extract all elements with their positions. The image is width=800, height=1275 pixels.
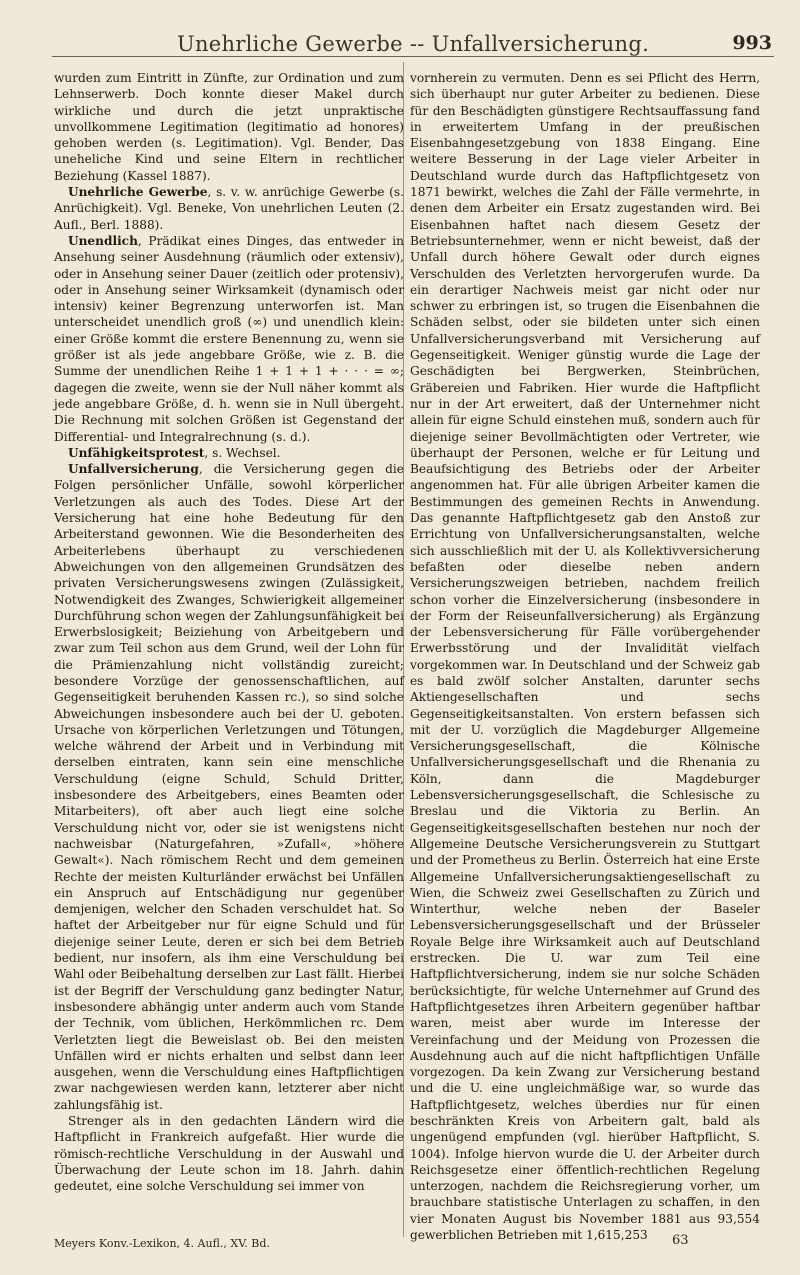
entry-text: , s. Wechsel. bbox=[204, 445, 281, 460]
paragraph: Strenger als in den gedachten Ländern wird die Haftpflicht in Frankreich aufgefaßt. Hier wurde die römisch-rechtliche Verschuldung in der Auswahl und Überwachung der Leute schon im 18. Jahrh. dahin gedeutet, eine solche Verschuldung sei immer von bbox=[54, 1114, 404, 1194]
running-header bbox=[52, 32, 774, 57]
page-number: 993 bbox=[732, 32, 772, 54]
continuation-paragraph: wurden zum Eintritt in Zünfte, zur Ordination und zum Lehnserwerb. Doch konnte dieser Makel durch wirkliche und durch die jetzt unpraktische unvollkommene Legitimation (legitimatio ad honores) gehoben werden (s. Legitimation). Vgl. Bender, Das uneheliche Kind und seine Eltern in rechtlicher Beziehung (Kassel 1887). bbox=[54, 71, 404, 183]
entry-text: , Prädikat eines Dinges, das entweder in Ansehung seiner Ausdehnung (räumlich oder extensiv), oder in Ansehung seiner Dauer (zeitlich oder protensiv), oder in Ansehung seiner Wirksamkeit (dynamisch oder intensiv) keiner Begrenzung unterworfen ist. Man unterscheidet unendlich groß (∞) und unendlich klein: einer Größe kommt die erstere Benennung zu, wenn sie größer ist als jede angebbare Größe, wie z. B. die Summe der unendlichen Reihe 1 + 1 + 1 + · · · = ∞; dagegen die zweite, wenn sie der Null näher kommt als jede angebbare Größe, d. h. wenn sie in Null übergeht. Die Rechnung mit solchen Größen ist Gegenstand der Differential- und Integralrechnung (s. d.). bbox=[54, 233, 404, 444]
entry-text: , die Versicherung gegen die Folgen persönlicher Unfälle, sowohl körperlicher Verletzungen als auch des Todes. Diese Art der Versicherung hat eine hohe Bedeutung für den Arbeiterstand gewonnen. Wie die Besonderheiten des Arbeiterlebens überhaupt zu verschiedenen Abweichungen von den allgemeinen Grundsätzen des privaten Versicherungswesens zwingen (Zulässigkeit, Notwendigkeit des Zwanges, Schwierigkeit allgemeiner Durchführung schon wegen der Zahlungsunfähigkeit bei Erwerbslosigkeit; Beiziehung von Arbeitgebern und zwar zum Teil schon aus dem Grund, weil der Lohn für die Prämienzahlung nicht vollständig zureicht; besondere Vorzüge der genossenschaftlichen, auf Gegenseitigkeit beruhenden Kassen rc.), so sind solche Abweichungen insbesondere auch bei der U. geboten. Ursache von körperlichen Verletzungen und Tötungen, welche während der Arbeit und in Verbindung mit derselben eintraten, kann sein eine menschliche Verschuldung (eigne Schuld, Schuld Dritter, insbesondere des Arbeitgebers, eines Beamten oder Mitarbeiters), oft aber auch liegt eine solche Verschuldung nicht vor, oder sie ist wenigstens nicht nachweisbar (Naturgefahren, »Zufall«, »höhere Gewalt«). Nach römischem Recht und dem gemeinen Rechte der meisten Kulturländer erwächst bei Unfällen ein Anspruch auf Entschädigung nur gegenüber demjenigen, welcher den Schaden verschuldet hat. So haftet der Arbeitgeber nur für eigne Schuld und für diejenige seiner Leute, deren er sich bei dem Betrieb bedient, nur insofern, als ihm eine Verschuldung bei Wahl oder Beibehaltung derselben zur Last fällt. Hierbei ist der Begriff der Verschuldung ganz bedingter Natur, insbesondere abhängig unter anderm auch vom Stande der Technik, vom üblichen, Herkömmlichen rc. Dem Verletzten liegt die Beweislast ob. Bei den meisten Unfällen wird er nichts erhalten und selbst dann leer ausgehen, wenn die Verschuldung eines Haftpflichtigen zwar nachgewiesen werden kann, letzterer aber nicht zahlungsfähig ist. bbox=[54, 462, 404, 1112]
continued-paragraph: vornherein zu vermuten. Denn es sei Pflicht des Herrn, sich überhaupt nur guter Arbeiter zu bedienen. Diese für den Beschädigten günstigere Rechtsauffassung fand in erweitertem Umfang in der preußischen Eisenbahngesetzgebung von 1838 Eingang. Eine weitere Besserung in der Lage vieler Arbeiter in Deutschland wurde durch das Haftpflichtgesetz von 1871 bewirkt, welches die Zahl der Fälle vermehrte, in denen dem Arbeiter ein Ersatz zugestanden wird. Bei Eisenbahnen haftet nach diesem Gesetz der Betriebsunternehmer, wenn er nicht beweist, daß der Unfall durch höhere Gewalt oder durch eignes Verschulden des Verletzten hervorgerufen wurde. Da ein derartiger Nachweis meist gar nicht oder nur schwer zu erbringen ist, so trugen die Eisenbahnen die Schäden selbst, oder sie bildeten unter sich einen Unfallversicherungsverband mit Versicherung auf Gegenseitigkeit. Weniger günstig wurde die Lage der Geschädigten bei Bergwerken, Steinbrüchen, Gräbereien und Fabriken. Hier wurde die Haftpflicht nur in der Art erweitert, daß der Unternehmer nicht allein für eigne Schuld einstehen muß, sondern auch für diejenige seiner Bevollmächtigten oder Vertreter, wie überhaupt der Personen, welche er für Leitung und Beaufsichtigung des Betriebs oder der Arbeiter angenommen hat. Für alle übrigen Arbeiter kamen die Bestimmungen des gemeinen Rechts in Anwendung. Das genannte Haftpflichtgesetz gab den Anstoß zur Errichtung von Unfallversicherungsanstalten, welche sich ausschließlich mit der U. als Kollektivversicherung befaßten oder dieselbe neben andern Versicherungszweigen betrieben, nachdem freilich schon vorher die Einzelversicherung (insbesondere in der Form der Reiseunfallversicherung) als Ergänzung der Lebensversicherung für Fälle vorübergehender Erwerbsstörung und der Invalidität vielfach vorgekommen war. In Deutschland und der Schweiz gab es bald zwölf solcher Anstalten, darunter sechs Aktiengesellschaften und sechs Gegenseitigkeitsanstalten. Von erstern befassen sich mit der U. vorzüglich die Magdeburger Allgemeine Versicherungsgesellschaft, die Kölnische Unfallversicherungsgesellschaft und die Rhenania zu Köln, dann die Magdeburger Lebensversicherungsgesellschaft, die Schlesische zu Breslau und die Viktoria zu Berlin. An Gegenseitigkeitsgesellschaften bestehen nur noch der Allgemeine Deutsche Versicherungsverein zu Stuttgart und der Prometheus zu Berlin. Österreich hat eine Erste Allgemeine Unfallversicherungsaktiengesellschaft zu Wien, die Schweiz zwei Gesellschaften zu Zürich und Winterthur, welche neben der Baseler Lebensversicherungsgesellschaft und der Brüsseler Royale Belge ihre Wirksamkeit auch auf Deutschland erstrecken. Die U. war zum Teil eine Haftpflichtversicherung, indem sie nur solche Schäden berücksichtigte, für welche Unternehmer auf Grund des Haftpflichtgesetzes ihren Arbeitern gegenüber haftbar waren, meist aber wurde im Interesse der Vereinfachung und der Meidung von Prozessen die Ausdehnung auch auf die nicht haftpflichtigen Unfälle vorgezogen. Da kein Zwang zur Versicherung bestand und die U. eine ungleichmäßige war, so wurde das Haftpflichtgesetz, welches überdies nur für einen beschränkten Kreis von Arbeitern galt, bald als ungenügend empfunden (vgl. hierüber Haftpflicht, S. 1004). Infolge hiervon wurde die U. der Arbeiter durch Reichsgesetze einer öffentlich-rechtlichen Regelung unterzogen, nachdem die Reichsregierung vorher, um brauchbare statistische Unterlagen zu schaffen, in den vier Monaten August bis November 1881 aus 93,554 gewerblichen Betrieben mit 1,615,253 bbox=[410, 71, 760, 1243]
headword: Unehrliche Gewerbe bbox=[68, 185, 208, 200]
headword: Unfähigkeitsprotest bbox=[68, 445, 205, 460]
right-column bbox=[410, 70, 760, 1243]
entry-text: , s. v. w. anrüchige Gewerbe (s. Anrüchigkeit). Vgl. Beneke, Von unehrlichen Leuten (2. Aufl., Berl. 1888). bbox=[54, 185, 405, 232]
entry-unendlich bbox=[54, 233, 404, 445]
signature-mark: 63 bbox=[672, 1233, 689, 1248]
entry-unfallversicherung bbox=[54, 461, 404, 1113]
entry-unfaehigkeitsprotest bbox=[54, 445, 404, 461]
page-title: Unehrliche Gewerbe -- Unfallversicherung. bbox=[176, 32, 650, 56]
footer-source: Meyers Konv.-Lexikon, 4. Aufl., XV. Bd. bbox=[54, 1237, 270, 1250]
entry-unehrliche-gewerbe bbox=[54, 184, 404, 233]
left-column bbox=[54, 70, 404, 1194]
headword: Unendlich bbox=[68, 233, 138, 248]
headword: Unfallversicherung bbox=[68, 462, 199, 477]
